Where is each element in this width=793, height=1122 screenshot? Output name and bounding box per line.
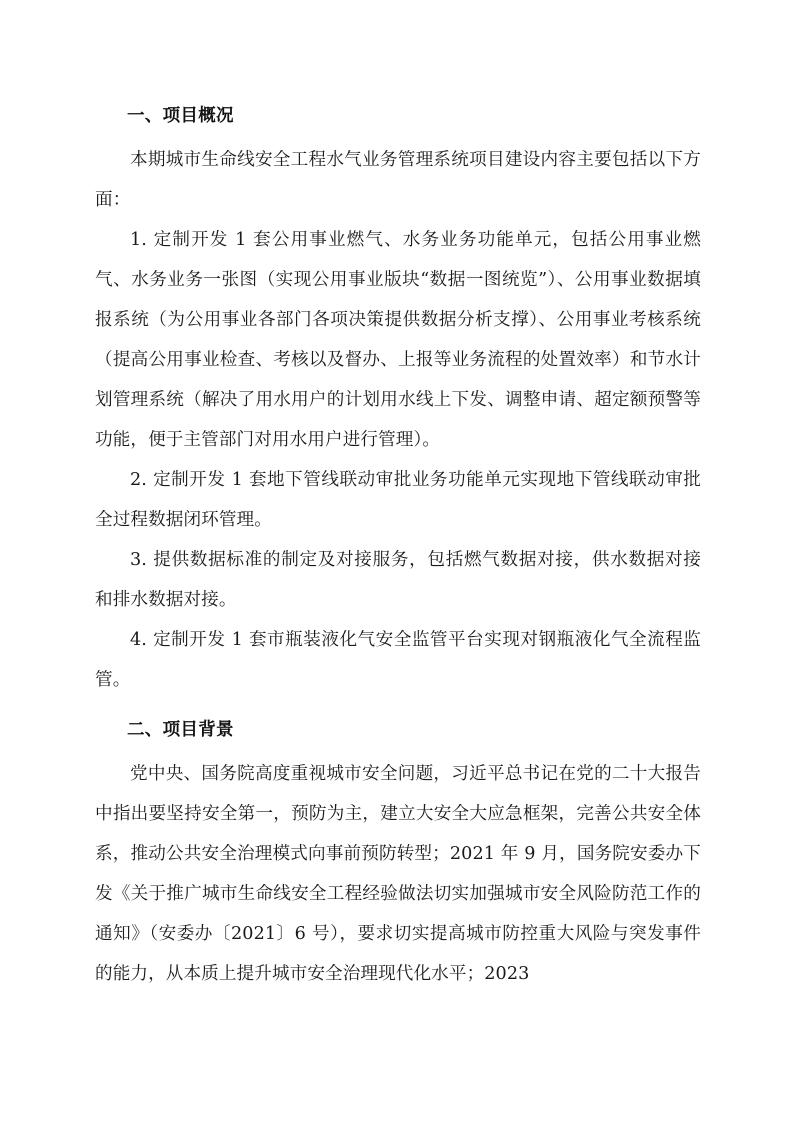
paragraph-background-1: 党中央、国务院高度重视城市安全问题，习近平总书记在党的二十大报告中指出要坚持安全第一，预防为主，建立大安全大应急框架，完善公共安全体系，推动公共安全治理模式向事前预防转型；2021 年 9 月，国务院安委办下发《关于推广城市生命线安全工程经验做法切实加强城市安全风险防范工作的通知》（安委办〔2021〕6 号），要求切实提高城市防控重大风险与突发事件的能力，从本质上提升城市安全治理现代化水平；2023 [95, 764, 701, 984]
paragraph-overview-intro: 本期城市生命线安全工程水气业务管理系统项目建设内容主要包括以下方面： [95, 150, 701, 210]
paragraph-overview-item-3: 3. 提供数据标准的制定及对接服务，包括燃气数据对接，供水数据对接和排水数据对接。 [95, 550, 701, 610]
paragraph-overview-item-1: 1. 定制开发 1 套公用事业燃气、水务业务功能单元，包括公用事业燃气、水务业务一张图（实现公用事业版块“数据一图统览”）、公用事业数据填报系统（为公用事业各部门各项决策提供数据分析支撑）、公用事业考核系统（提高公用事业检查、考核以及督办、上报等业务流程的处置效率）和节水计划管理系统（解决了用水用户的计划用水线上下发、调整申请、超定额预警等功能，便于主管部门对用水用户进行管理）。 [95, 230, 701, 450]
spacer [95, 700, 701, 710]
page-header [0, 0, 793, 96]
section-heading-overview: 一、项目概况 [127, 106, 234, 126]
page-footer [0, 1062, 793, 1122]
paragraph-overview-item-4: 4. 定制开发 1 套市瓶装液化气安全监管平台实现对钢瓶液化气全流程监管。 [95, 630, 701, 690]
section-heading-background: 二、项目背景 [127, 720, 234, 740]
document-body [95, 96, 701, 994]
paragraph-overview-item-2: 2. 定制开发 1 套地下管线联动审批业务功能单元实现地下管线联动审批全过程数据闭环管理。 [95, 470, 701, 530]
